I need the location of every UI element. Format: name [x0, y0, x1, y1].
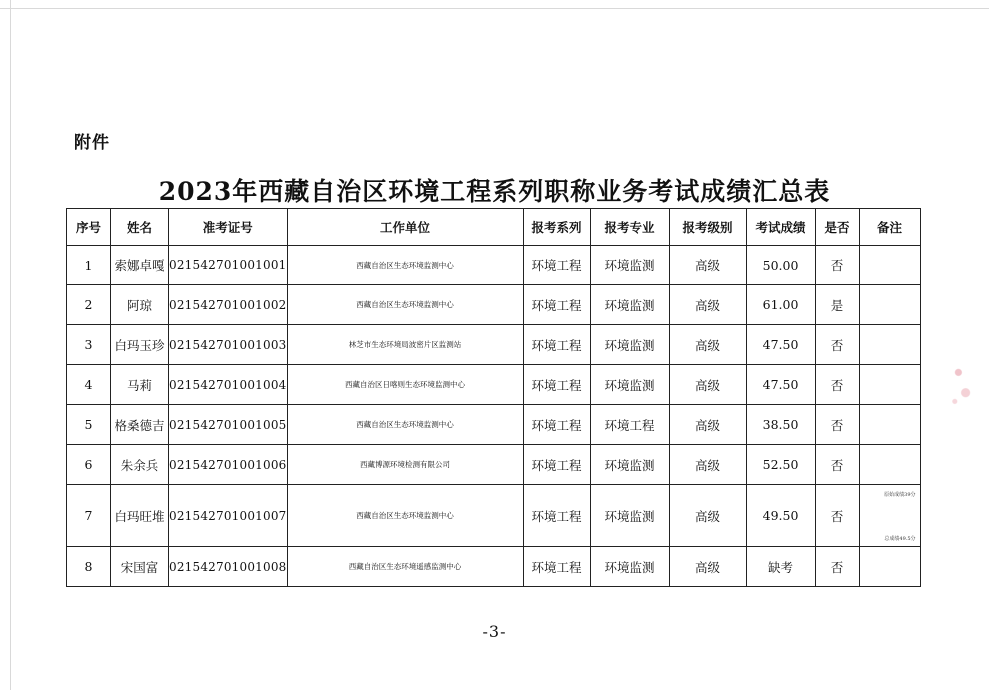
header-cell: 工作单位	[287, 209, 523, 246]
name-cell: 索娜卓嘎	[111, 246, 169, 285]
row-number-cell: 4	[67, 365, 111, 405]
level-cell: 高级	[669, 445, 746, 485]
pass-flag-cell: 否	[815, 405, 859, 445]
row-number-cell: 3	[67, 325, 111, 365]
work-unit-cell: 西藏自治区生态环境监测中心	[287, 246, 523, 285]
score-cell: 50.00	[746, 246, 815, 285]
level-cell: 高级	[669, 246, 746, 285]
score-cell: 52.50	[746, 445, 815, 485]
remark-note-top: 原始成绩39分	[884, 492, 916, 498]
table-row	[67, 547, 921, 587]
table-row	[67, 325, 921, 365]
series-cell: 环境工程	[523, 285, 590, 325]
work-unit-cell: 西藏博源环境检测有限公司	[287, 445, 523, 485]
page-number: -3-	[482, 622, 507, 641]
header-cell: 报考系列	[523, 209, 590, 246]
work-unit-cell: 西藏自治区日喀则生态环境监测中心	[287, 365, 523, 405]
header-cell: 报考专业	[590, 209, 669, 246]
major-cell: 环境监测	[590, 246, 669, 285]
level-cell: 高级	[669, 485, 746, 547]
name-cell: 宋国富	[111, 547, 169, 587]
pass-flag-cell: 否	[815, 445, 859, 485]
table-row	[67, 405, 921, 445]
pass-flag-cell: 否	[815, 485, 859, 547]
remark-note-bottom: 总成绩49.5分	[884, 536, 916, 542]
score-cell: 49.50	[746, 485, 815, 547]
work-unit-cell: 西藏自治区生态环境遥感监测中心	[287, 547, 523, 587]
table-row	[67, 285, 921, 325]
level-cell: 高级	[669, 285, 746, 325]
table-row	[67, 445, 921, 485]
remarks-cell	[859, 285, 920, 325]
level-cell: 高级	[669, 365, 746, 405]
remarks-cell	[859, 405, 920, 445]
page-edge-left	[10, 0, 11, 690]
work-unit-cell: 林芝市生态环境局波密片区监测站	[287, 325, 523, 365]
level-cell: 高级	[669, 325, 746, 365]
score-cell: 缺考	[746, 547, 815, 587]
score-cell: 38.50	[746, 405, 815, 445]
header-cell: 是否	[815, 209, 859, 246]
table-row	[67, 365, 921, 405]
header-cell: 备注	[859, 209, 920, 246]
series-cell: 环境工程	[523, 325, 590, 365]
pass-flag-cell: 否	[815, 325, 859, 365]
major-cell: 环境监测	[590, 285, 669, 325]
name-cell: 朱余兵	[111, 445, 169, 485]
series-cell: 环境工程	[523, 547, 590, 587]
header-cell: 准考证号	[169, 209, 288, 246]
work-unit-cell: 西藏自治区生态环境监测中心	[287, 405, 523, 445]
table-row	[67, 485, 921, 547]
score-cell: 47.50	[746, 365, 815, 405]
ticket-number-cell: 021542701001002	[169, 285, 288, 325]
score-table	[66, 208, 921, 587]
name-cell: 格桑德吉	[111, 405, 169, 445]
page-edge-top	[0, 8, 989, 9]
remarks-cell	[859, 246, 920, 285]
level-cell: 高级	[669, 405, 746, 445]
pass-flag-cell: 否	[815, 365, 859, 405]
pass-flag-cell: 否	[815, 547, 859, 587]
name-cell: 马莉	[111, 365, 169, 405]
ticket-number-cell: 021542701001005	[169, 405, 288, 445]
major-cell: 环境监测	[590, 365, 669, 405]
header-cell: 考试成绩	[746, 209, 815, 246]
major-cell: 环境监测	[590, 485, 669, 547]
row-number-cell: 5	[67, 405, 111, 445]
series-cell: 环境工程	[523, 485, 590, 547]
ticket-number-cell: 021542701001004	[169, 365, 288, 405]
major-cell: 环境工程	[590, 405, 669, 445]
work-unit-cell: 西藏自治区生态环境监测中心	[287, 285, 523, 325]
work-unit-cell: 西藏自治区生态环境监测中心	[287, 485, 523, 547]
header-cell: 报考级别	[669, 209, 746, 246]
score-cell: 61.00	[746, 285, 815, 325]
remarks-cell	[859, 325, 920, 365]
table-row	[67, 246, 921, 285]
major-cell: 环境监测	[590, 547, 669, 587]
ticket-number-cell: 021542701001008	[169, 547, 288, 587]
major-cell: 环境监测	[590, 325, 669, 365]
remarks-cell	[859, 547, 920, 587]
series-cell: 环境工程	[523, 405, 590, 445]
series-cell: 环境工程	[523, 246, 590, 285]
pass-flag-cell: 否	[815, 246, 859, 285]
name-cell: 白玛玉珍	[111, 325, 169, 365]
ticket-number-cell: 021542701001001	[169, 246, 288, 285]
row-number-cell: 2	[67, 285, 111, 325]
remarks-cell	[859, 365, 920, 405]
row-number-cell: 6	[67, 445, 111, 485]
name-cell: 白玛旺堆	[111, 485, 169, 547]
attachment-label: 附件	[74, 133, 110, 153]
row-number-cell: 8	[67, 547, 111, 587]
ticket-number-cell: 021542701001003	[169, 325, 288, 365]
major-cell: 环境监测	[590, 445, 669, 485]
document-title: 2023年西藏自治区环境工程系列职称业务考试成绩汇总表	[158, 177, 831, 206]
ticket-number-cell: 021542701001007	[169, 485, 288, 547]
pass-flag-cell: 是	[815, 285, 859, 325]
remarks-cell	[859, 485, 920, 547]
score-cell: 47.50	[746, 325, 815, 365]
name-cell: 阿琼	[111, 285, 169, 325]
level-cell: 高级	[669, 547, 746, 587]
row-number-cell: 1	[67, 246, 111, 285]
series-cell: 环境工程	[523, 445, 590, 485]
series-cell: 环境工程	[523, 365, 590, 405]
table-header-row	[67, 209, 921, 246]
header-cell: 姓名	[111, 209, 169, 246]
red-stamp-mark	[944, 355, 980, 413]
header-cell: 序号	[67, 209, 111, 246]
ticket-number-cell: 021542701001006	[169, 445, 288, 485]
row-number-cell: 7	[67, 485, 111, 547]
remarks-cell	[859, 445, 920, 485]
